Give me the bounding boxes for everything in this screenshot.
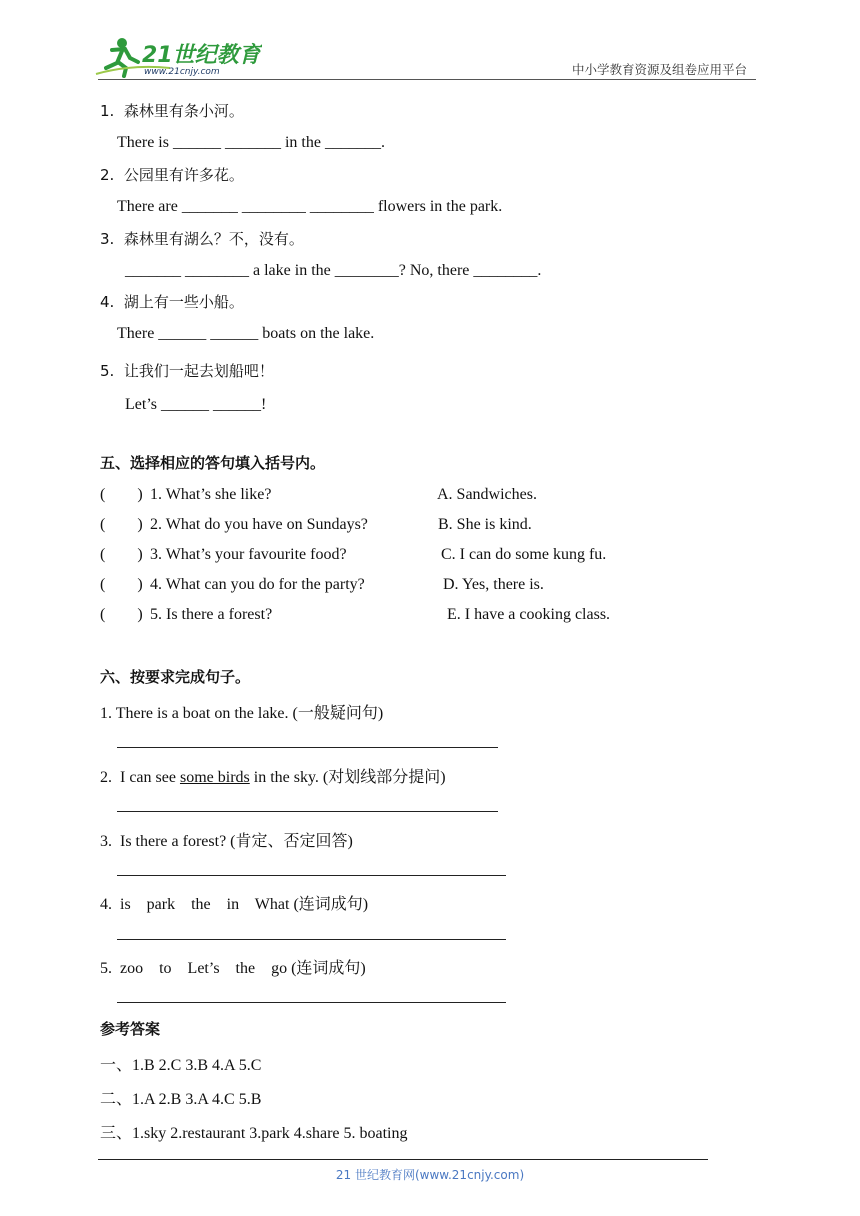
s5-bracket-1[interactable]: ( ): [100, 486, 143, 503]
section6-title: 六、按要求完成句子。: [100, 668, 251, 686]
s4-item4-cn: 4. 湖上有一些小船。: [100, 293, 244, 311]
s5-answer-e: E. I have a cooking class.: [447, 606, 611, 623]
answers-line-3: 三、1.sky 2.restaurant 3.park 4.share 5. boating: [100, 1125, 408, 1142]
s5-answer-a: A. Sandwiches.: [437, 486, 537, 503]
footer-link[interactable]: 21 世纪教育网(www.21cnjy.com): [335, 1168, 525, 1182]
s6-question-3: 3. Is there a forest? (肯定、否定回答): [100, 833, 353, 850]
s5-answer-c: C. I can do some kung fu.: [441, 546, 607, 563]
s5-bracket-5[interactable]: ( ): [100, 606, 143, 623]
s6-question-4: 4. is park the in What (连词成句): [100, 896, 369, 913]
s4-item1-en: There is ______ _______ in the _______.: [117, 134, 385, 151]
s6-answer-line-4[interactable]: [117, 939, 506, 940]
s4-item3-en: _______ ________ a lake in the ________? No, there ________.: [125, 262, 542, 279]
s4-item5-cn: 5. 让我们一起去划船吧！: [100, 362, 274, 380]
s5-question-2: 2. What do you have on Sundays?: [150, 516, 368, 533]
s6-answer-line-1[interactable]: [117, 747, 498, 748]
s5-question-4: 4. What can you do for the party?: [150, 576, 365, 593]
s6-question-2: 2. I can see some birds in the sky. (对划线部分提问): [100, 769, 446, 786]
s5-bracket-2[interactable]: ( ): [100, 516, 143, 533]
s5-answer-d: D. Yes, there is.: [443, 576, 544, 593]
logo-wordmark: 21世纪教育: [142, 43, 261, 68]
s5-question-1: 1. What’s she like?: [150, 486, 272, 503]
answers-title: 参考答案: [100, 1020, 161, 1038]
s6-question-5: 5. zoo to Let’s the go (连词成句): [100, 960, 366, 977]
s5-question-3: 3. What’s your favourite food?: [150, 546, 347, 563]
s6-answer-line-5[interactable]: [117, 1002, 506, 1003]
logo-url: www.21cnjy.com: [144, 67, 220, 77]
section5-title: 五、选择相应的答句填入括号内。: [100, 454, 326, 472]
s4-item2-cn: 2. 公园里有许多花。: [100, 166, 244, 184]
header-divider: [98, 79, 756, 80]
s5-bracket-3[interactable]: ( ): [100, 546, 143, 563]
s5-question-5: 5. Is there a forest?: [150, 606, 273, 623]
s4-item2-en: There are _______ ________ ________ flowers in the park.: [117, 198, 503, 215]
s4-item3-cn: 3. 森林里有湖么？不，没有。: [100, 230, 304, 248]
answers-line-1: 一、1.B 2.C 3.B 4.A 5.C: [100, 1057, 262, 1074]
s4-item5-en: Let’s ______ ______!: [125, 396, 267, 413]
s5-bracket-4[interactable]: ( ): [100, 576, 143, 593]
s6-question-1: 1. There is a boat on the lake. (一般疑问句): [100, 705, 384, 722]
s4-item4-en: There ______ ______ boats on the lake.: [117, 325, 375, 342]
answers-line-2: 二、1.A 2.B 3.A 4.C 5.B: [100, 1091, 262, 1108]
header-platform-text: 中小学教育资源及组卷应用平台: [572, 62, 748, 77]
s6-answer-line-2[interactable]: [117, 811, 498, 812]
s5-answer-b: B. She is kind.: [438, 516, 532, 533]
site-logo: [92, 34, 262, 80]
s4-item1-cn: 1. 森林里有条小河。: [100, 102, 244, 120]
s6-answer-line-3[interactable]: [117, 875, 506, 876]
underlined-phrase: some birds: [179, 769, 250, 786]
footer-divider: [98, 1159, 708, 1160]
